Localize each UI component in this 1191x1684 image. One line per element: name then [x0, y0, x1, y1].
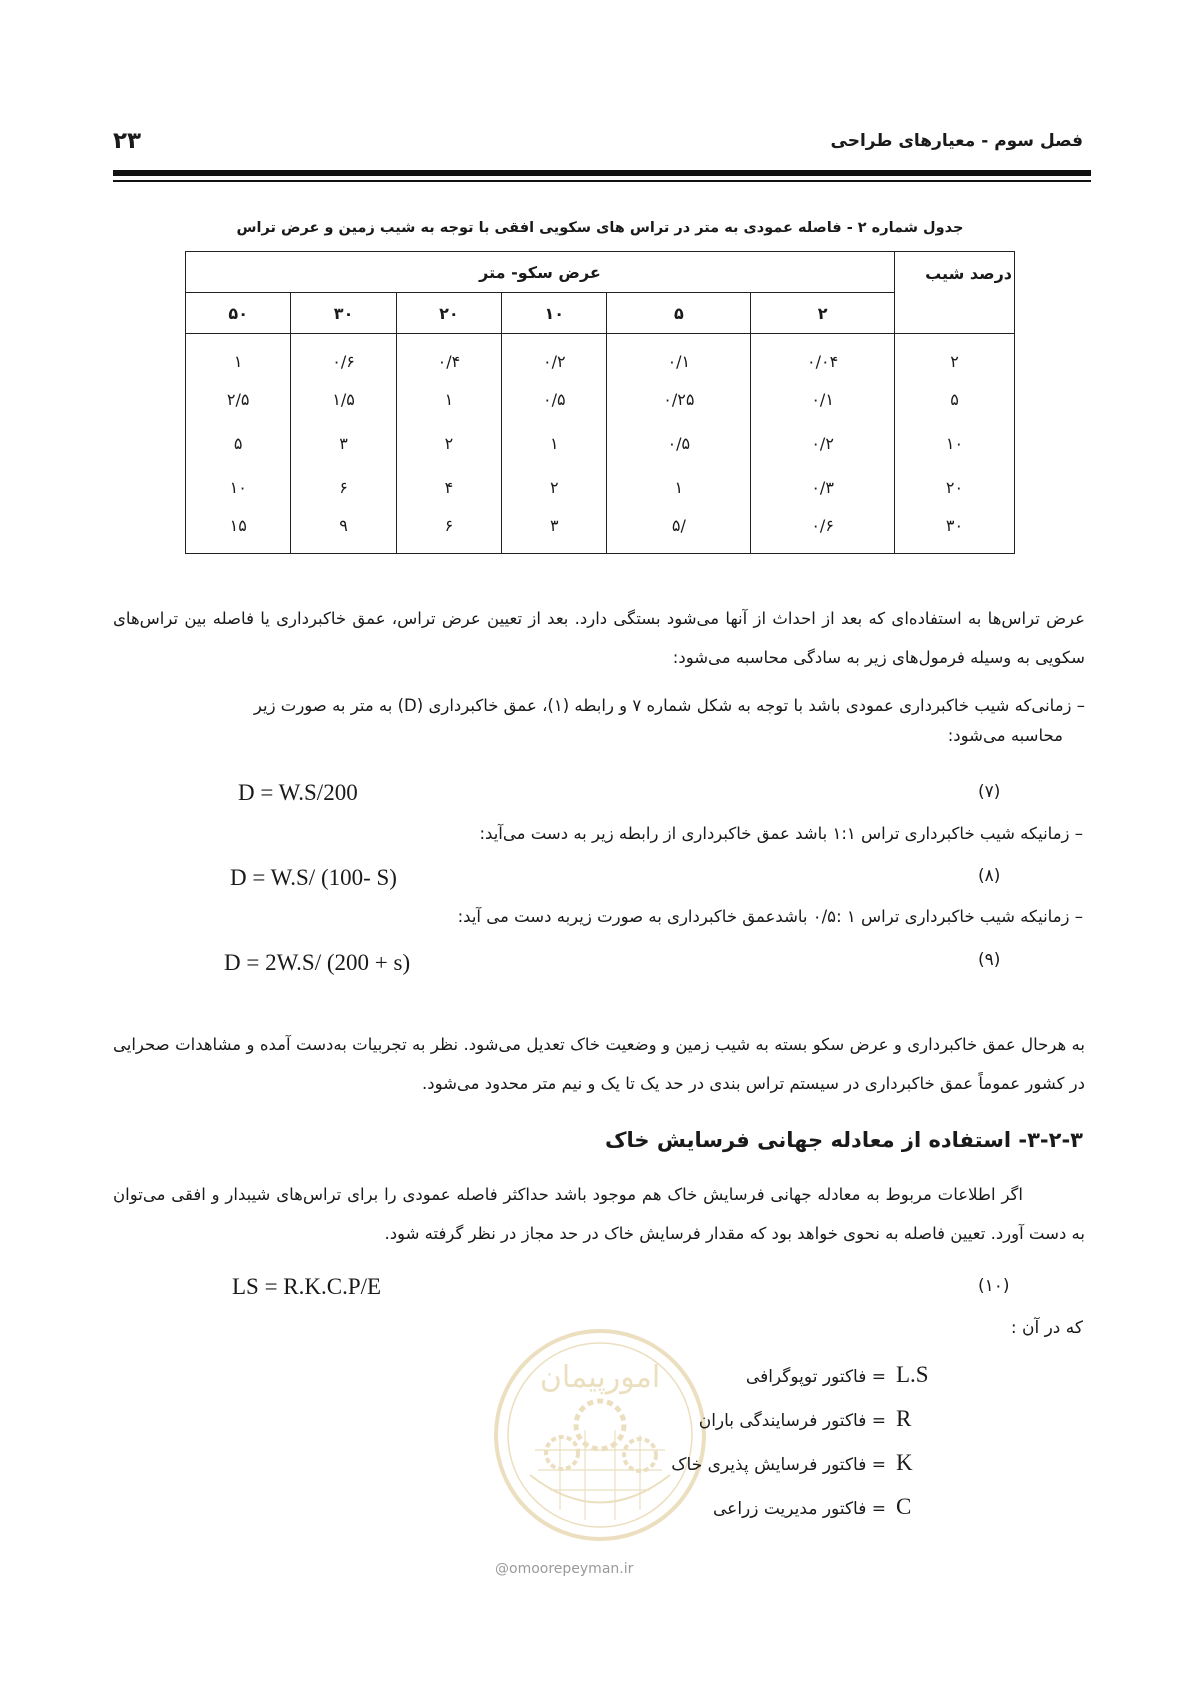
factor-definition: = فاکتور توپوگرافی — [745, 1367, 886, 1387]
width-col-header: ۲ — [751, 293, 895, 334]
equation-number: (۷) — [978, 782, 1001, 802]
table-row — [186, 510, 1015, 554]
equation-number: (۹) — [978, 950, 1001, 970]
factor-item — [699, 1406, 936, 1446]
header-rule — [113, 170, 1091, 176]
slope-width-table — [185, 251, 1015, 554]
table-cell: ۱ — [502, 422, 607, 466]
formula-7: D = W.S/200 — [238, 780, 358, 805]
table-cell: ۱ — [186, 334, 291, 378]
table-row — [186, 378, 1015, 422]
bullet-half-slope: – زمانیکه شیب خاکبرداری تراس ۱ :۰/۵ باشدعمق خاکبرداری به صورت زیربه دست می آید: — [457, 907, 1083, 926]
table-cell: ۲ — [396, 422, 501, 466]
width-col-header: ۵ — [607, 293, 751, 334]
table-cell: ۰/۵ — [502, 378, 607, 422]
table-cell: ۶ — [291, 466, 396, 510]
table-cell: ۰/۶ — [291, 334, 396, 378]
table-row — [186, 466, 1015, 510]
equation-number: (۱۰) — [978, 1276, 1010, 1296]
width-col-header: ۱۰ — [502, 293, 607, 334]
table-cell: ۳ — [291, 422, 396, 466]
bullet-one-to-one: – زمانیکه شیب خاکبرداری تراس ۱:۱ باشد عمق خاکبرداری از رابطه زیر به دست می‌آید: — [479, 824, 1083, 843]
factor-item — [746, 1362, 936, 1402]
table-cell: ۱ — [607, 466, 751, 510]
table-cell: ۵ — [186, 422, 291, 466]
table-cell: ۰/۲ — [502, 334, 607, 378]
bullet-vertical-cut: – زمانی‌که شیب خاکبرداری عمودی باشد با توجه به شکل شماره ۷ و رابطه (۱)، عمق خاکبرداری (D) به متر به صورت زیر — [253, 696, 1085, 715]
paragraph-usle: اگر اطلاعات مربوط به معادله جهانی فرسایش خاک هم موجود باشد حداکثر فاصله عمودی را برای تراس‌های شیبدار و افقی می‌توان به دست آورد. تعیین فاصله به نحوی خواهد بود که مقدار فرسایش خاک در حد مجاز در نظر گرفته شود. — [113, 1185, 1085, 1243]
width-col-header: ۲۰ — [396, 293, 501, 334]
factor-definition: = فاکتور مدیریت زراعی — [713, 1499, 886, 1519]
formula-8: D = W.S/ (100- S) — [230, 865, 397, 890]
slope-cell: ۲۰ — [895, 466, 1015, 510]
table-cell: ۰/۱ — [751, 378, 895, 422]
table-cell: ۰/۲ — [751, 422, 895, 466]
table-cell: ۰/۵ — [607, 422, 751, 466]
equation-number: (۸) — [978, 866, 1001, 886]
watermark-url: @omoorepeyman.ir — [495, 1561, 634, 1577]
table-cell: ۱/۵ — [291, 378, 396, 422]
table-cell: ۶ — [396, 510, 501, 554]
slope-cell: ۲ — [895, 334, 1015, 378]
factor-symbol: R — [896, 1406, 912, 1431]
paragraph-cut-depth: به هرحال عمق خاکبرداری و عرض سکو بسته به شیب زمین و وضعیت خاک تعدیل می‌شود. نظر به تجربیات به‌دست آمده و مشاهدات صحرایی در کشور عموماً عمق خاکبرداری در سیستم تراس بندی در حد یک تا یک و نیم متر محدود می‌شود. — [113, 1035, 1085, 1093]
table-cell: ۱ — [396, 378, 501, 422]
slope-cell: ۳۰ — [895, 510, 1015, 554]
formula-10: LS = R.K.C.P/E — [232, 1274, 382, 1299]
slope-cell: ۵ — [895, 378, 1015, 422]
table-cell: ۲/۵ — [186, 378, 291, 422]
width-col-header: ۵۰ — [186, 293, 291, 334]
paragraph-terrace-width: عرض تراس‌ها به استفاده‌ای که بعد از احداث از آنها می‌شود بستگی دارد. بعد از تعیین عرض تراس، عمق خاکبرداری یا فاصله بین تراس‌های سکویی به وسیله فرمول‌های زیر به سادگی محاسبه می‌شود: — [113, 609, 1085, 667]
factor-item — [671, 1450, 936, 1490]
table-cell: ۰/۴ — [396, 334, 501, 378]
table-cell: ۱۰ — [186, 466, 291, 510]
table-cell: ۱۵ — [186, 510, 291, 554]
table-caption: جدول شماره ۲ - فاصله عمودی به متر در تراس های سکویی افقی با توجه به شیب زمین و عرض تراس — [236, 220, 964, 236]
formula-9: D = 2W.S/ (200 + s) — [224, 950, 411, 975]
platform-width-header: عرض سکو- متر — [186, 252, 895, 293]
table-cell: ۰/۲۵ — [607, 378, 751, 422]
slope-cell: ۱۰ — [895, 422, 1015, 466]
bullet-vertical-cut-cont: محاسبه می‌شود: — [947, 726, 1063, 745]
section-heading: ۳-۲-۳- استفاده از معادله جهانی فرسایش خاک — [605, 1128, 1083, 1152]
table-cell: ۹ — [291, 510, 396, 554]
table-cell: ۰/۱ — [607, 334, 751, 378]
table-row — [186, 334, 1015, 378]
factor-definition: = فاکتور فرسایش پذیری خاک — [671, 1455, 886, 1475]
table-cell: ۰/۳ — [751, 466, 895, 510]
header-rule-thin — [113, 180, 1091, 182]
table-cell: ۰/۶ — [751, 510, 895, 554]
factor-definition: = فاکتور فرسایندگی باران — [698, 1411, 886, 1431]
table-row — [186, 422, 1015, 466]
table-cell: ۳ — [502, 510, 607, 554]
watermark-seal — [490, 1325, 710, 1545]
width-col-header: ۳۰ — [291, 293, 396, 334]
slope-percent-header: درصد شیب — [895, 252, 1015, 334]
chapter-title: فصل سوم - معیارهای طراحی — [830, 131, 1083, 151]
table-cell: ۲ — [502, 466, 607, 510]
factor-symbol: L.S — [896, 1362, 929, 1387]
table-cell: /۵ — [607, 510, 751, 554]
factor-symbol: K — [896, 1450, 913, 1475]
where-label: که در آن : — [1010, 1318, 1083, 1338]
watermark-seal-text: امورپیمان — [539, 1360, 661, 1395]
factor-item — [713, 1494, 936, 1534]
page-number: ۲۳ — [113, 128, 142, 154]
table-cell: ۰/۰۴ — [751, 334, 895, 378]
table-cell: ۴ — [396, 466, 501, 510]
factor-symbol: C — [896, 1494, 912, 1519]
